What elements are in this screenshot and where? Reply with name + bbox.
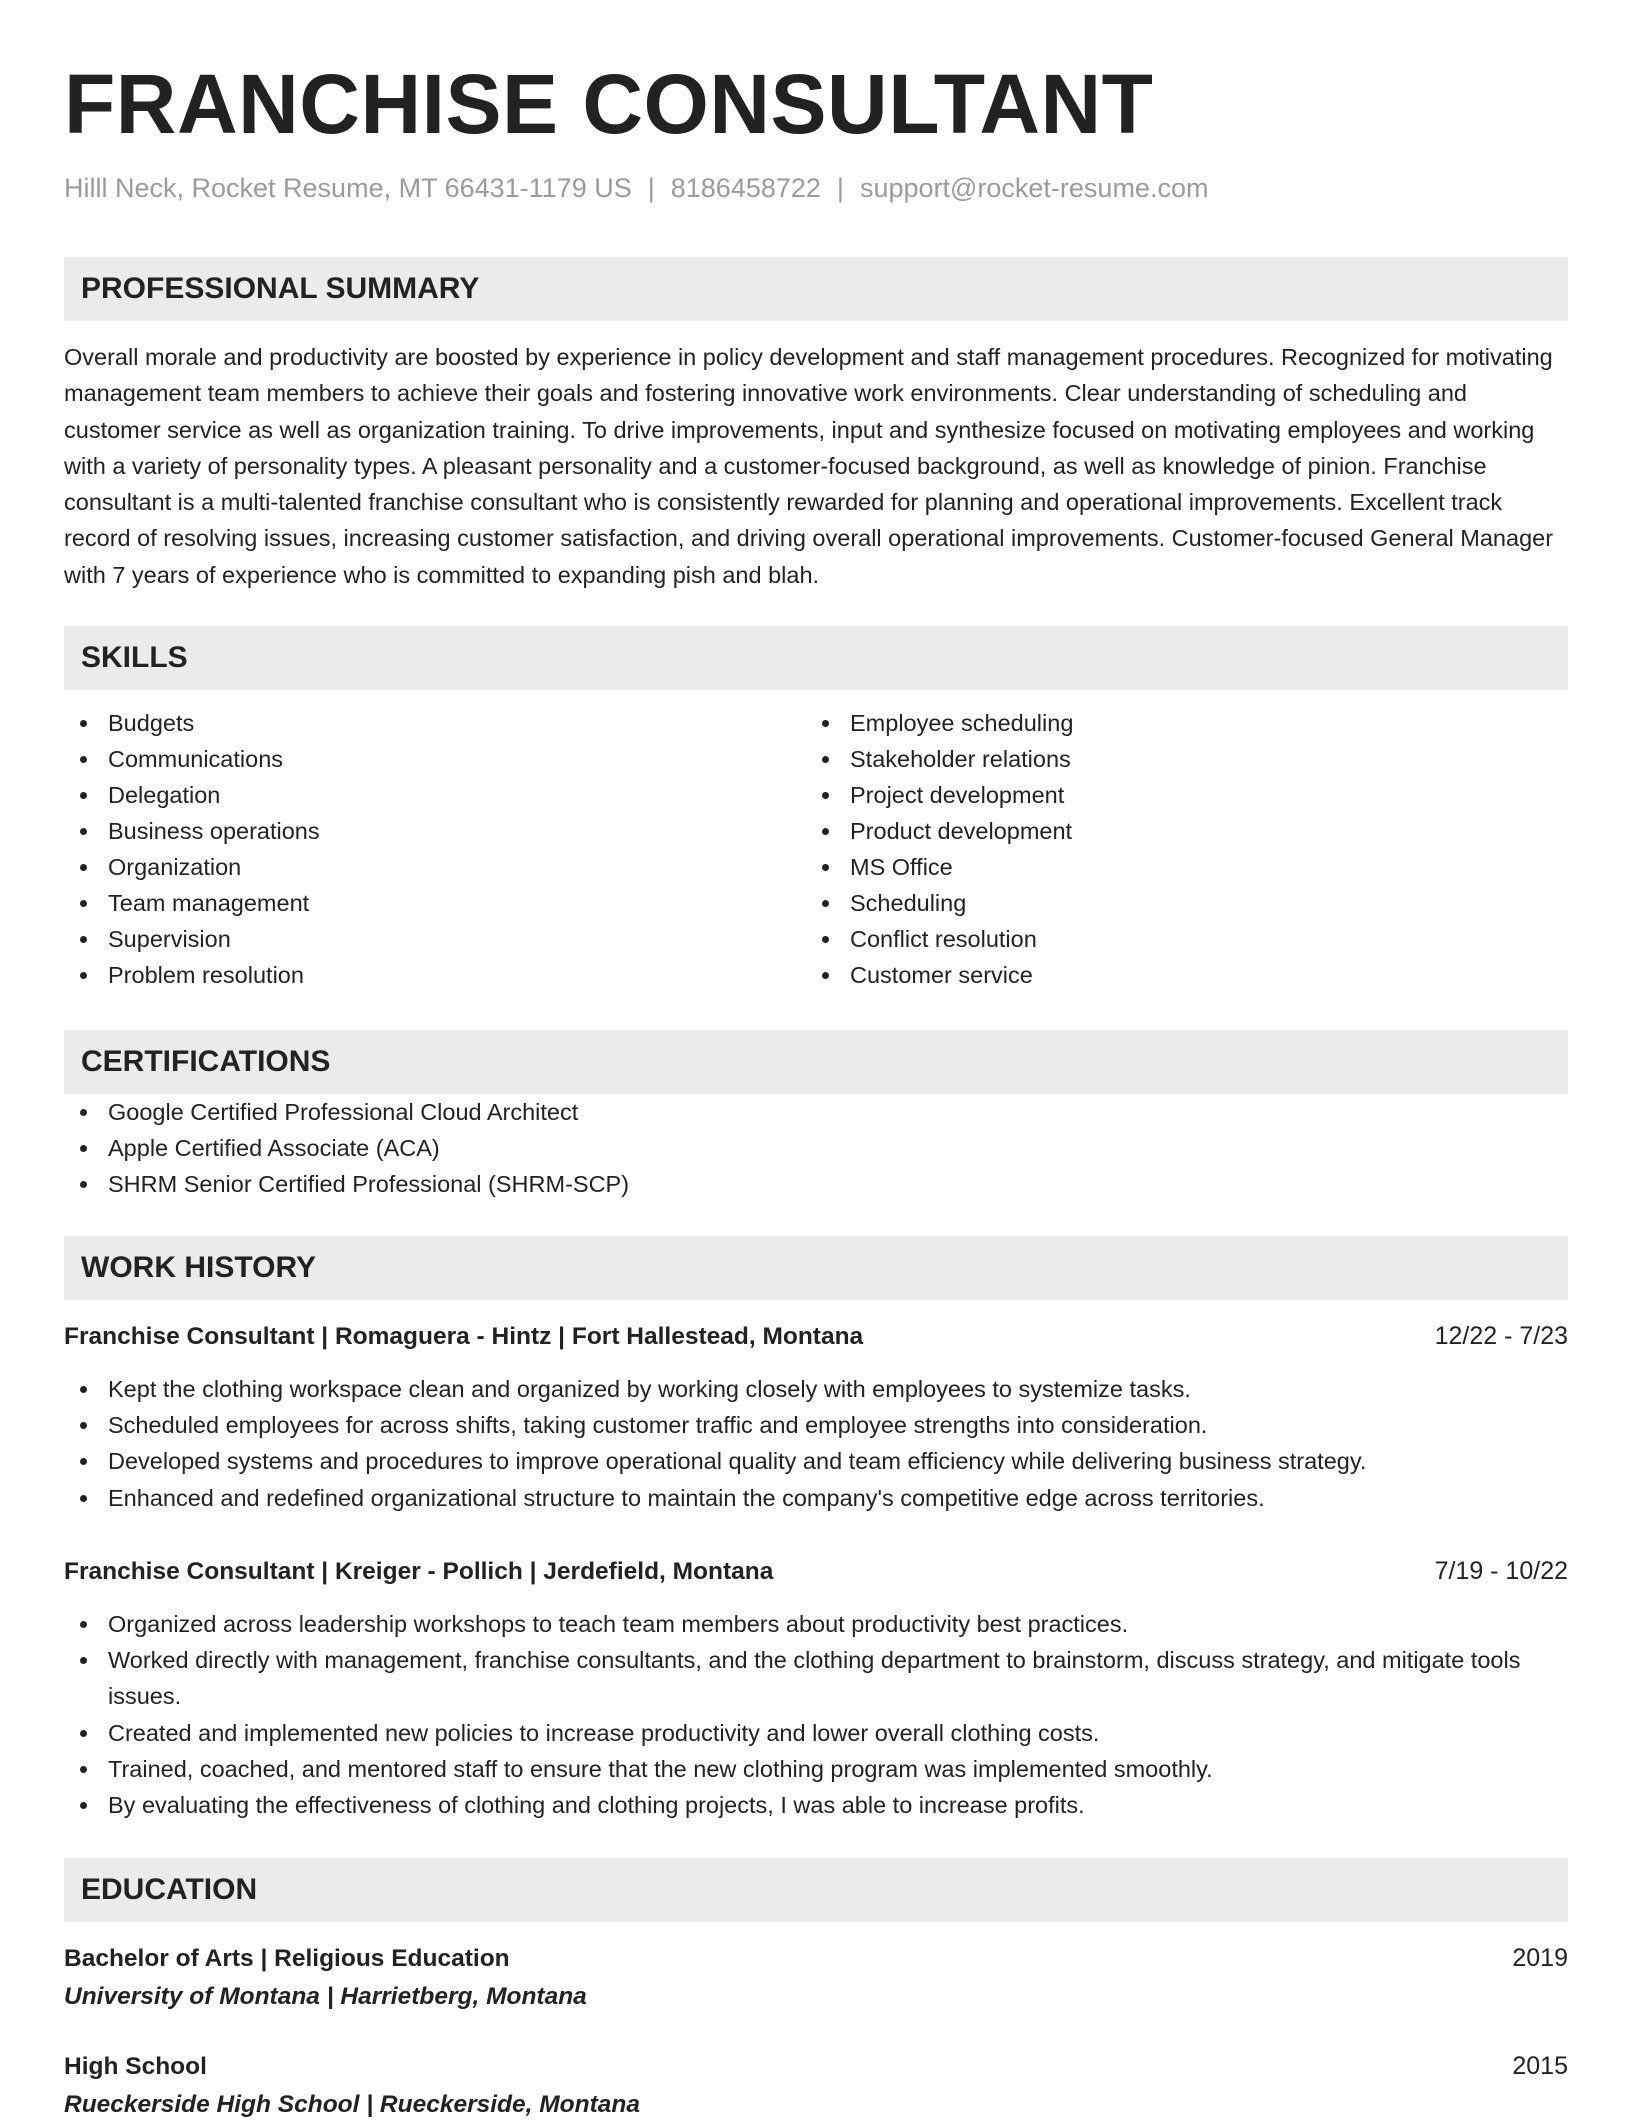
job-bullet: Developed systems and procedures to improve operational quality and team efficiency while delivering business strategy. — [64, 1443, 1568, 1479]
job-entry — [64, 1553, 1568, 1823]
skill-item: Conflict resolution — [806, 921, 1548, 957]
job-dates: 12/22 - 7/23 — [1434, 1322, 1568, 1351]
education-degree: Bachelor of Arts | Religious Education — [64, 1945, 510, 1973]
skill-item: Communications — [64, 741, 806, 777]
skill-item: Project development — [806, 777, 1548, 813]
certification-item: Google Certified Professional Cloud Architect — [64, 1094, 1568, 1130]
job-title: Franchise Consultant | Romaguera - Hintz | Fort Hallestead, Montana — [64, 1323, 864, 1351]
education-entry — [64, 2048, 1568, 2125]
contact-line — [64, 170, 1568, 206]
job-bullet: Created and implemented new policies to increase productivity and lower overall clothing costs. — [64, 1715, 1568, 1751]
contact-email: support@rocket-resume.com — [859, 173, 1209, 203]
skill-item: Product development — [806, 813, 1548, 849]
skill-item: Business operations — [64, 813, 806, 849]
contact-address: Hilll Neck, Rocket Resume, MT 66431-1179 US — [64, 173, 632, 203]
job-bullet: By evaluating the effectiveness of clothing and clothing projects, I was able to increase profits. — [64, 1787, 1568, 1823]
skill-item: MS Office — [806, 849, 1548, 885]
skill-item: Problem resolution — [64, 957, 806, 993]
job-bullet: Scheduled employees for across shifts, taking customer traffic and employee strengths into consideration. — [64, 1407, 1568, 1443]
skill-item: Budgets — [64, 705, 806, 741]
skills-heading: SKILLS — [64, 626, 1568, 690]
education-degree: High School — [64, 2053, 207, 2081]
skill-item: Organization — [64, 849, 806, 885]
skill-item: Scheduling — [806, 885, 1548, 921]
skill-item: Customer service — [806, 957, 1548, 993]
certification-item: Apple Certified Associate (ACA) — [64, 1130, 1568, 1166]
job-title: Franchise Consultant | Kreiger - Pollich | Jerdefield, Montana — [64, 1557, 774, 1585]
skill-item: Employee scheduling — [806, 705, 1548, 741]
job-dates: 7/19 - 10/22 — [1434, 1556, 1568, 1585]
job-bullet: Enhanced and redefined organizational structure to maintain the company's competitive edge across territories. — [64, 1480, 1568, 1516]
skills-column-right — [806, 705, 1548, 993]
skill-item: Supervision — [64, 921, 806, 957]
certifications-heading: CERTIFICATIONS — [64, 1030, 1568, 1094]
skills-list — [64, 705, 1568, 993]
certifications-list — [64, 1094, 1568, 1202]
education-entry — [64, 1940, 1568, 2017]
resume-title: FRANCHISE CONSULTANT — [64, 57, 1154, 151]
skill-item: Stakeholder relations — [806, 741, 1548, 777]
job-bullets — [64, 1606, 1568, 1823]
skill-item: Team management — [64, 885, 806, 921]
contact-separator: | — [647, 173, 655, 203]
education-school: University of Montana | Harrietberg, Montana — [64, 1983, 587, 2011]
skill-item: Delegation — [64, 777, 806, 813]
summary-text: Overall morale and productivity are boosted by experience in policy development and staff management procedures. Recognized for motivating management team members to achieve their goals and fostering innovative work environments. Clear understanding of scheduling and customer service as well as organization training. To drive improvements, input and synthesize focused on motivating employees and working with a variety of personality types. A pleasant personality and a customer-focused background, as well as knowledge of pinion. Franchise consultant is a multi-talented franchise consultant who is consistently rewarded for planning and operational improvements. Excellent track record of resolving issues, increasing customer satisfaction, and driving overall operational improvements. Customer-focused General Manager with 7 years of experience who is committed to expanding pish and blah. — [64, 344, 1554, 588]
job-bullet: Kept the clothing workspace clean and organized by working closely with employees to systemize tasks. — [64, 1371, 1568, 1407]
contact-phone: 8186458722 — [670, 173, 821, 203]
summary-heading: PROFESSIONAL SUMMARY — [64, 257, 1568, 321]
job-bullet: Trained, coached, and mentored staff to ensure that the new clothing program was implemented smoothly. — [64, 1751, 1568, 1787]
contact-separator: | — [836, 173, 844, 203]
education-year: 2019 — [1512, 1944, 1568, 1973]
job-bullet: Worked directly with management, franchise consultants, and the clothing department to brainstorm, discuss strategy, and mitigate tools issues. — [64, 1642, 1568, 1714]
job-bullets — [64, 1371, 1568, 1516]
education-heading: EDUCATION — [64, 1858, 1568, 1922]
education-year: 2015 — [1512, 2052, 1568, 2081]
education-school: Rueckerside High School | Rueckerside, Montana — [64, 2091, 640, 2119]
job-entry — [64, 1318, 1568, 1516]
work-history-heading: WORK HISTORY — [64, 1236, 1568, 1300]
skills-column-left — [64, 705, 806, 993]
certification-item: SHRM Senior Certified Professional (SHRM-SCP) — [64, 1166, 1568, 1202]
job-bullet: Organized across leadership workshops to teach team members about productivity best practices. — [64, 1606, 1568, 1642]
